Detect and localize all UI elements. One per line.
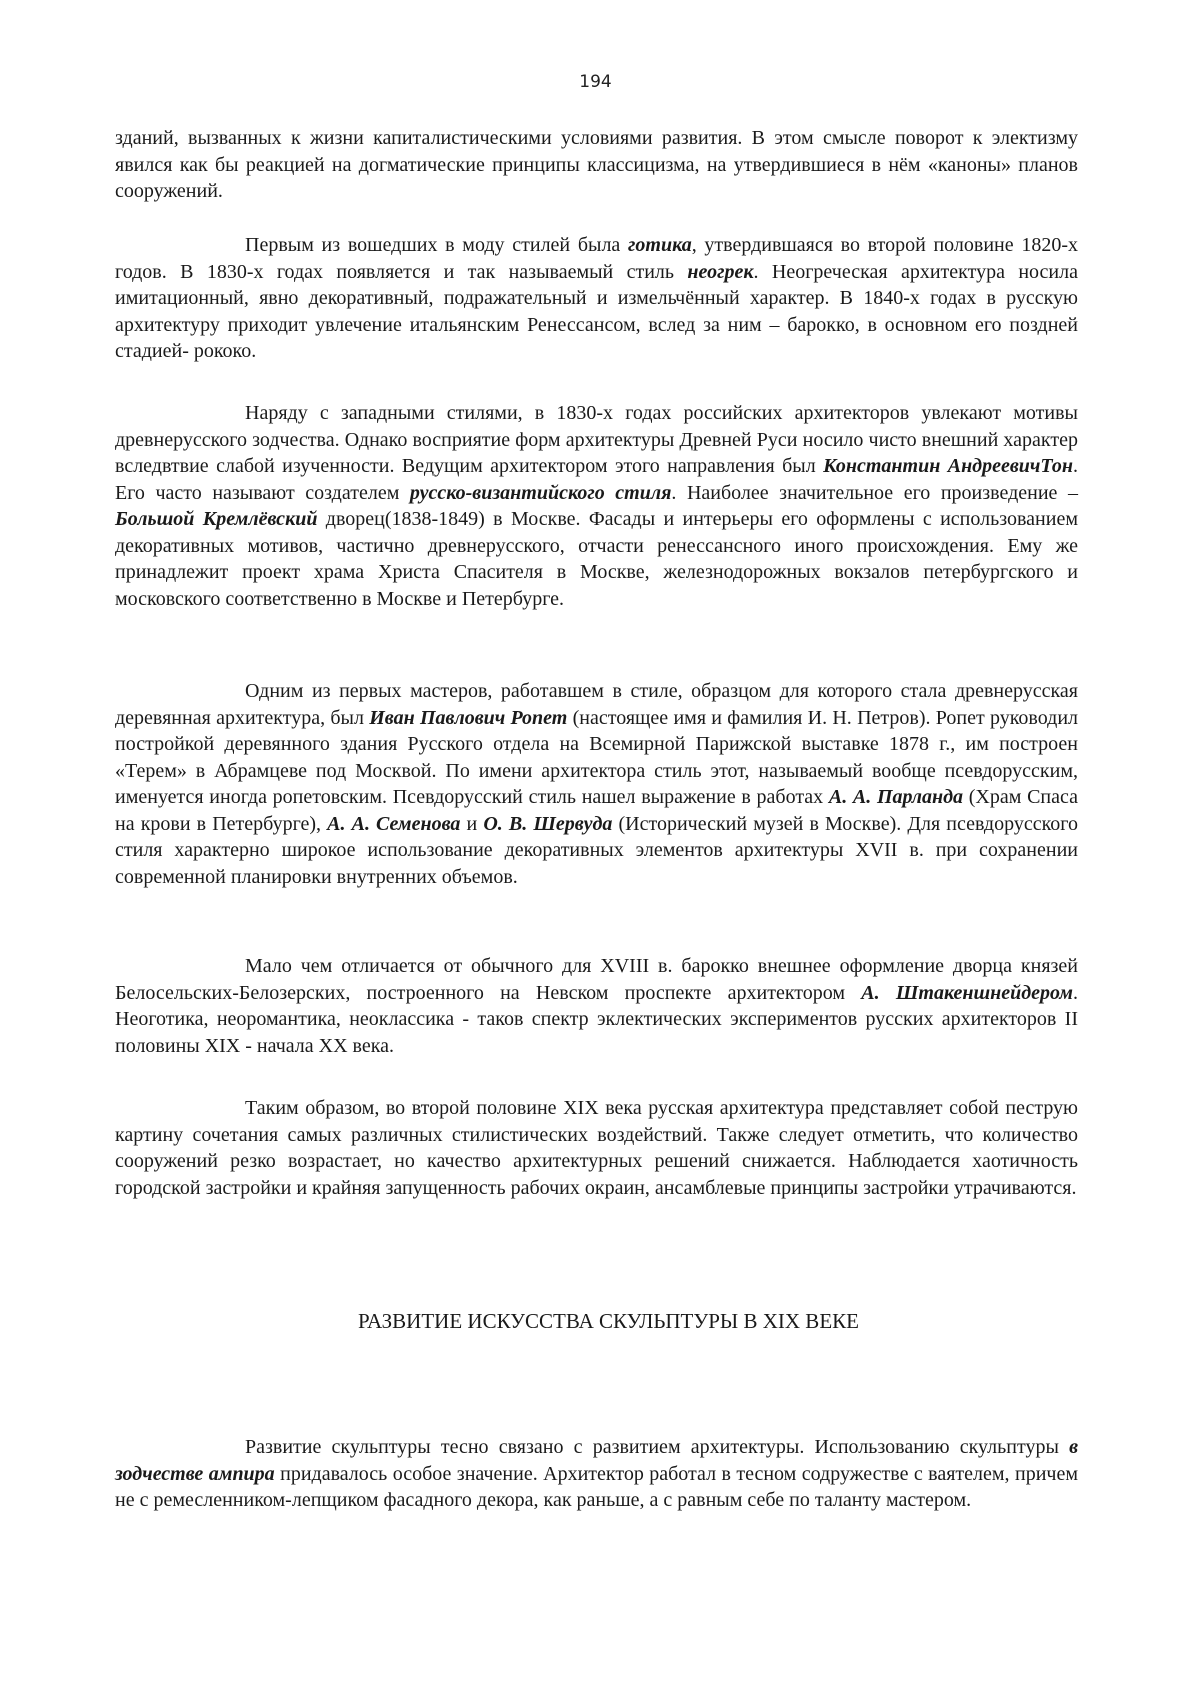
paragraph-text: (Храм Спаса на крови в Петербурге),: [115, 786, 1078, 835]
emphasis-name: А. А. Семенова: [327, 812, 461, 835]
emphasis-term: русско-византийского стиля: [409, 481, 672, 504]
paragraph-gothic-styles: [115, 232, 1078, 365]
page-number: 194: [579, 72, 612, 92]
paragraph-text: (Исторический музей в Москве). Для псевдорусского стиля характерно широкое использование декоративных элементов архитектуры XVII в. при сохранении современной планировки внутренних объемов.: [115, 812, 1078, 888]
section-heading: РАЗВИТИЕ ИСКУССТВА СКУЛЬПТУРЫ В XIX ВЕКЕ: [358, 1309, 859, 1333]
paragraph-text: и: [460, 812, 484, 835]
paragraph-text: , утвердившаяся во второй половине 1820-х годов. В 1830-х годах появляется и так называемый стиль: [115, 234, 1078, 283]
emphasis-term: в зодчестве ампира: [115, 1436, 1078, 1485]
paragraph-text: Развитие скульптуры тесно связано с развитием архитектуры. Использованию скульптуры: [245, 1436, 1070, 1458]
paragraph-text: Наряду с западными стилями, в 1830-х годах российских архитекторов увлекают мотивы древнерусского зодчества. Однако восприятие форм архитектуры Древней Руси носило чисто внешний характер вследвтвие слабой изученности. Ведущим архитектором этого направления был: [115, 402, 1078, 477]
paragraph-ton-style: [115, 400, 1078, 612]
emphasis-name: А. Штакеншнейдером: [861, 981, 1073, 1004]
paragraph-text: . Наиболее значительное его произведение –: [671, 481, 1078, 504]
paragraph-text: . Неоготика, неоромантика, неоклассика - таков спектр эклектических экспериментов русских архитекторов II половины XIX - начала XX века.: [115, 981, 1078, 1057]
emphasis-term: неогрек: [687, 260, 754, 283]
paragraph-text: Первым из вошедших в моду стилей была: [245, 234, 628, 256]
emphasis-name: Константин АндреевичТон: [823, 455, 1074, 477]
paragraph-ropet: [115, 678, 1078, 890]
paragraph-text: Мало чем отличается от обычного для XVIII в. барокко внешнее оформление дворца князей Белосельских-Белозерских, построенного на Невском проспекте архитектором: [115, 955, 1078, 1004]
paragraph-conclusion: [115, 1095, 1078, 1201]
paragraph-text: . Неогреческая архитектура носила имитационный, явно декоративный, подражательный и измельчённый характер. В 1840-х годах в русскую архитектуру приходит увлечение итальянским Ренессансом, вслед за ним – барокко, в основном его поздней стадией- рококо.: [115, 260, 1078, 362]
paragraph-text: (настоящее имя и фамилия И. Н. Петров). Ропет руководил постройкой деревянного здания Русского отдела на Всемирной Парижской выставке 1878 г., им построен «Терем» в Абрамцеве под Москвой. По имени архитектора стиль этот, называемый вообще псевдорусским, именуется иногда ропетовским. Псевдорусский стиль нашел выражение в работах: [115, 706, 1078, 808]
paragraph-text: Таким образом, во второй половине XIX века русская архитектура представляет собой пеструю картину сочетания самых различных стилистических воздействий. Также следует отметить, что количество сооружений резко возрастает, но качество архитектурных решений снижается. Наблюдается хаотичность городской застройки и крайняя запущенность рабочих окраин, ансамблевые принципы застройки утрачиваются.: [115, 1097, 1078, 1199]
emphasis-term: Большой Кремлёвский: [115, 508, 318, 530]
emphasis-name: Иван Павлович Ропет: [369, 706, 568, 729]
paragraph-text: дворец(1838-1849) в Москве. Фасады и интерьеры его оформлены с использованием декоративных мотивов, частично древнерусского, отчасти ренессансного иного происхождения. Ему же принадлежит проект храма Христа Спасителя в Москве, железнодорожных вокзалов петербургского и московского соответственно в Москве и Петербурге.: [115, 508, 1078, 610]
emphasis-name: А. А. Парланда: [828, 786, 964, 808]
paragraph-sculpture: [115, 1434, 1078, 1514]
emphasis-name: О. В. Шервуда: [483, 812, 613, 835]
paragraph-stakenschneider: [115, 953, 1078, 1059]
paragraph-text: Одним из первых мастеров, работавшем в стиле, образцом для которого стала древнерусская деревянная архитектура, был: [115, 680, 1078, 729]
paragraph-text: придавалось особое значение. Архитектор работал в тесном содружестве с ваятелем, причем не с ремесленником-лепщиком фасадного декора, как раньше, а с равным себе по таланту мастером.: [115, 1462, 1078, 1511]
paragraph-continuation: [115, 125, 1078, 205]
paragraph-text: зданий, вызванных к жизни капиталистическими условиями развития. В этом смысле поворот к электизму явился как бы реакцией на догматические принципы классицизма, на утвердившиеся в нём «каноны» планов сооружений.: [115, 127, 1078, 202]
emphasis-term: готика: [628, 234, 692, 256]
paragraph-text: . Его часто называют создателем: [115, 455, 1079, 504]
